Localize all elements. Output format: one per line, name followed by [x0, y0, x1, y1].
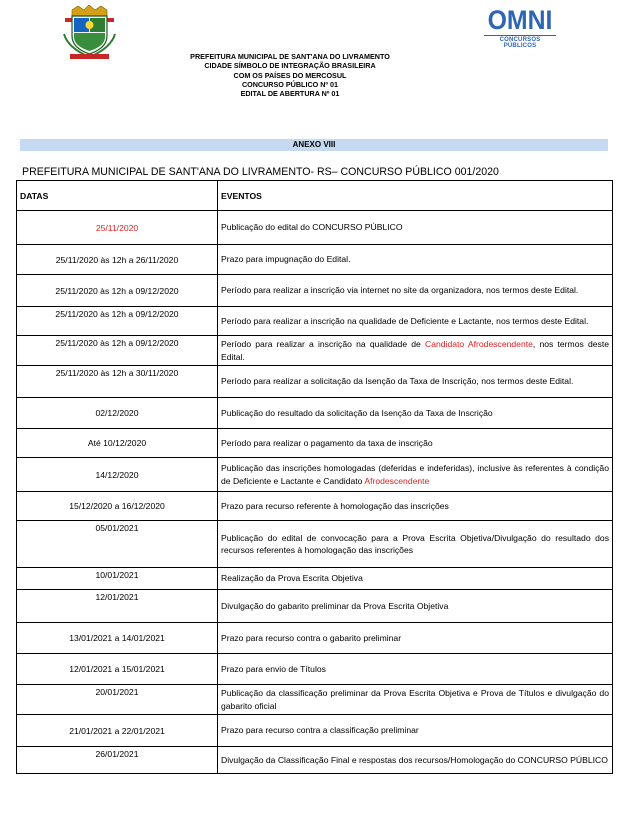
- event-text: Realização da Prova Escrita Objetiva: [221, 573, 363, 584]
- row-date: 25/11/2020 às 12h a 09/12/2020: [17, 307, 218, 336]
- event-text: Período para realizar a inscrição na qualidade de: [221, 339, 426, 349]
- row-event: [218, 590, 613, 623]
- event-text: Publicação da classificação preliminar da Prova Escrita Objetiva e Prova de Títulos e divulgação do gabarito oficial: [221, 688, 609, 711]
- header-line: PREFEITURA MUNICIPAL DE SANT'ANA DO LIVRAMENTO: [190, 52, 390, 61]
- municipal-crest-icon: [62, 4, 117, 60]
- table-row: [17, 492, 613, 521]
- document-header: [140, 52, 440, 98]
- event-text: Período para realizar o pagamento da taxa de inscrição: [221, 437, 433, 448]
- row-date: 12/01/2021 a 15/01/2021: [17, 654, 218, 685]
- header-line: EDITAL DE ABERTURA Nº 01: [240, 89, 340, 99]
- row-event: [218, 747, 613, 774]
- header-line: CIDADE SÍMBOLO DE INTEGRAÇÃO BRASILEIRA: [204, 61, 376, 71]
- row-date: 10/01/2021: [17, 568, 218, 590]
- table-row: [17, 568, 613, 590]
- omni-logo-wordmark: OMNI: [487, 5, 553, 35]
- row-date: 25/11/2020: [17, 211, 218, 245]
- row-date: 25/11/2020 às 12h a 26/11/2020: [17, 245, 218, 275]
- row-event: [218, 715, 613, 747]
- row-date: 02/12/2020: [17, 398, 218, 429]
- table-row: [17, 747, 613, 774]
- table-row: [17, 623, 613, 654]
- column-header-events: EVENTOS: [218, 181, 613, 211]
- row-event: [218, 429, 613, 458]
- table-row: [17, 211, 613, 245]
- table-row: [17, 398, 613, 429]
- table-row: [17, 336, 613, 366]
- row-date: 20/01/2021: [17, 685, 218, 715]
- row-event: [218, 492, 613, 521]
- schedule-rows: [17, 211, 613, 774]
- row-event: [218, 458, 613, 492]
- event-text: Publicação do resultado da solicitação da Isenção da Taxa de Inscrição: [221, 407, 493, 418]
- table-row: [17, 366, 613, 398]
- event-highlight-text: Candidato Afrodescendente: [425, 339, 533, 349]
- table-row: [17, 590, 613, 623]
- row-date: 21/01/2021 a 22/01/2021: [17, 715, 218, 747]
- header-line: COM OS PAÍSES DO MERCOSUL: [233, 70, 347, 80]
- table-row: [17, 429, 613, 458]
- row-event: [218, 685, 613, 715]
- row-event: [218, 275, 613, 307]
- table-row: [17, 715, 613, 747]
- event-text: Publicação das inscrições homologadas (deferidas e indeferidas), inclusive às referentes à condição de Deficiente e Lactante e Candidato: [221, 463, 609, 486]
- event-text: Prazo para impugnação do Edital.: [221, 254, 351, 265]
- row-date: 13/01/2021 a 14/01/2021: [17, 623, 218, 654]
- column-header-dates: DATAS: [17, 181, 218, 211]
- event-highlight-text: Afrodescendente: [364, 475, 430, 486]
- row-date: Até 10/12/2020: [17, 429, 218, 458]
- event-text-tail: , nos termos deste Edital.: [221, 339, 609, 362]
- row-date: 25/11/2020 às 12h a 09/12/2020: [17, 336, 218, 366]
- row-event: [218, 307, 613, 336]
- header-line: CONCURSO PÚBLICO Nº 01: [241, 79, 339, 89]
- table-row: [17, 245, 613, 275]
- omni-logo-tagline: CONCURSOS PÚBLICOS: [484, 35, 556, 49]
- event-text: Prazo para envio de Títulos: [221, 663, 326, 674]
- row-date: 15/12/2020 a 16/12/2020: [17, 492, 218, 521]
- row-event: [218, 366, 613, 398]
- event-text: Prazo para recurso contra o gabarito preliminar: [221, 632, 402, 643]
- row-date: 12/01/2021: [17, 590, 218, 623]
- event-text: Período para realizar a inscrição na qualidade de Deficiente e Lactante, nos termos deste Edital.: [221, 315, 589, 326]
- table-row: [17, 307, 613, 336]
- row-date: 25/11/2020 às 12h a 30/11/2020: [17, 366, 218, 398]
- event-text: Divulgação do gabarito preliminar da Prova Escrita Objetiva: [221, 600, 449, 611]
- row-event: [218, 336, 613, 366]
- row-date: 25/11/2020 às 12h a 09/12/2020: [17, 275, 218, 307]
- event-text: Divulgação da Classificação Final e respostas dos recursos/Homologação do CONCURSO PÚBLICO: [221, 754, 608, 765]
- event-text: Publicação do edital do CONCURSO PÚBLICO: [221, 222, 403, 233]
- event-text: Período para realizar a inscrição via internet no site da organizadora, nos termos deste Edital.: [221, 285, 579, 296]
- annex-title: ANEXO VIII: [20, 139, 608, 151]
- row-event: [218, 521, 613, 568]
- row-event: [218, 568, 613, 590]
- table-header-row: [17, 181, 613, 211]
- schedule-subtitle: PREFEITURA MUNICIPAL DE SANT'ANA DO LIVRAMENTO- RS– CONCURSO PÚBLICO 001/2020: [22, 166, 499, 178]
- row-event: [218, 211, 613, 245]
- event-text: Período para realizar a solicitação da Isenção da Taxa de Inscrição, nos termos deste Edital.: [221, 376, 574, 387]
- table-row: [17, 275, 613, 307]
- event-text: Prazo para recurso contra a classificação preliminar: [221, 725, 419, 736]
- table-row: [17, 654, 613, 685]
- row-event: [218, 654, 613, 685]
- row-event: [218, 623, 613, 654]
- omni-logo: [484, 6, 556, 49]
- row-date: 14/12/2020: [17, 458, 218, 492]
- schedule-table: [16, 180, 613, 774]
- table-row: [17, 521, 613, 568]
- row-event: [218, 398, 613, 429]
- row-date: 26/01/2021: [17, 747, 218, 774]
- table-row: [17, 685, 613, 715]
- table-row: [17, 458, 613, 492]
- event-text: Publicação do edital de convocação para a Prova Escrita Objetiva/Divulgação do resultado dos recursos referentes à homologação das inscrições: [221, 532, 609, 555]
- row-event: [218, 245, 613, 275]
- event-text: Prazo para recurso referente à homologação das inscrições: [221, 500, 449, 511]
- row-date: 05/01/2021: [17, 521, 218, 568]
